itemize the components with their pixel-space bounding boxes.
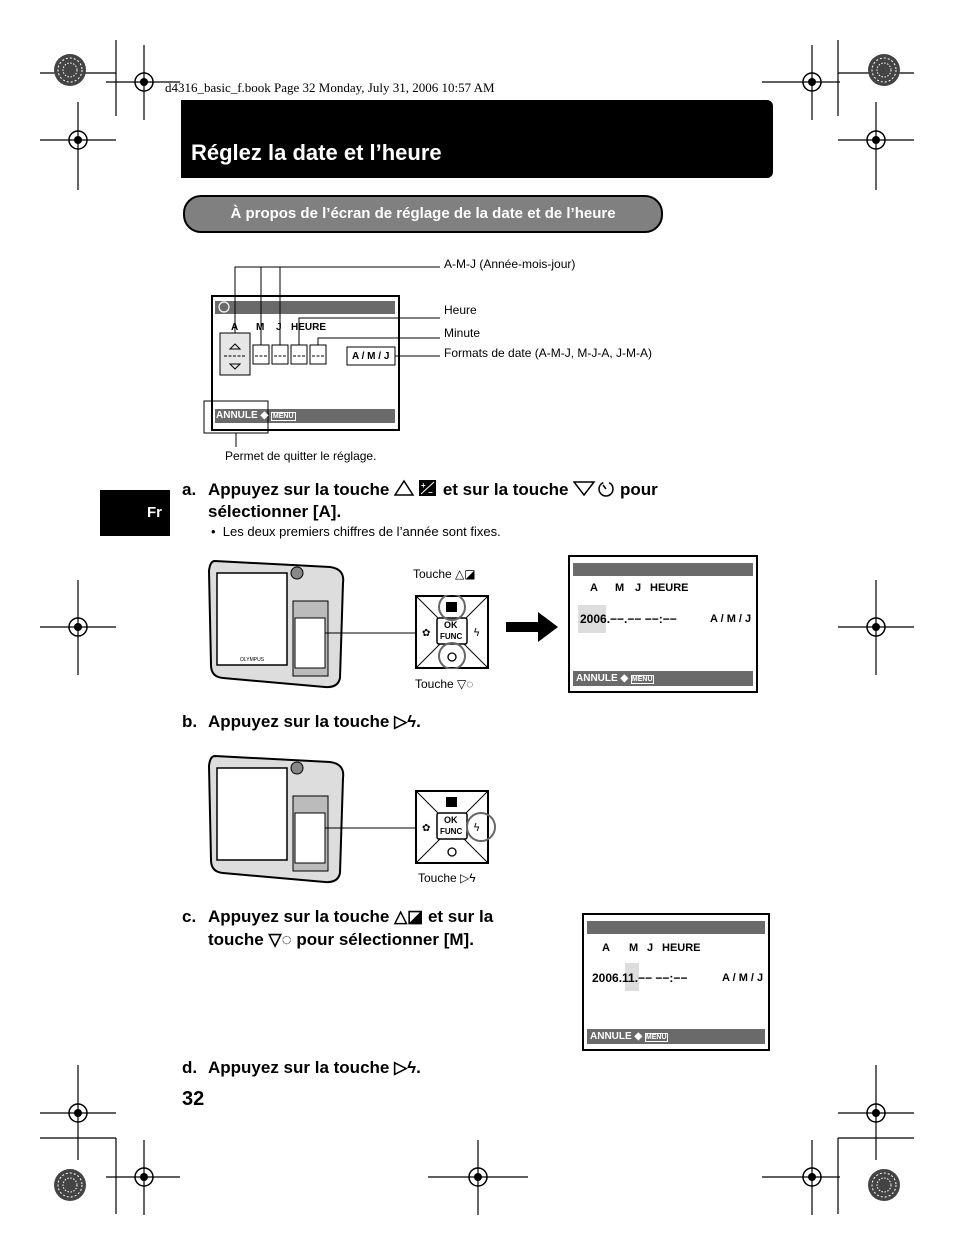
print-header: d4316_basic_f.book Page 32 Monday, July 31, 2006 10:57 AM — [165, 80, 495, 95]
lcd-col-heure: HEURE — [291, 322, 327, 333]
up-exposure-icon — [394, 479, 438, 497]
callout-formats: Formats de date (A-M-J, M-J-A, J-M-A) — [444, 346, 653, 360]
section-pill — [183, 195, 663, 233]
svg-text:ϟ: ϟ — [473, 821, 481, 834]
step-c-line1: Appuyez sur la touche △◪ et sur la — [208, 907, 494, 926]
step-a-line2: sélectionner [A]. — [208, 502, 342, 521]
func-label: FUNC — [440, 632, 463, 641]
step-d-text: Appuyez sur la touche ▷ϟ. — [208, 1058, 421, 1077]
callout-heure: Heure — [444, 303, 477, 317]
lcd-format: A / M / J — [352, 351, 390, 362]
lcd-col-a: A — [231, 322, 239, 333]
screen-a-bottom: ANNULE ◆ MENU — [573, 671, 753, 686]
callout-minute: Minute — [444, 326, 481, 340]
lcd-screen-month — [582, 913, 770, 1051]
svg-text:✿: ✿ — [422, 628, 431, 639]
svg-text:FUNC: FUNC — [440, 827, 463, 836]
screen-c-date: 2006.11.−− −−:−− — [592, 971, 688, 985]
svg-text:ϟ: ϟ — [473, 626, 481, 639]
touche-up-label: Touche △◪ — [413, 567, 476, 581]
screen-c-col-heure: HEURE — [662, 942, 701, 954]
arrow-right-icon — [506, 612, 558, 642]
page-number: 32 — [182, 1088, 205, 1110]
ok-label: OK — [444, 620, 458, 630]
lcd-screen-year — [568, 555, 758, 693]
screen-c-col-m: M — [629, 942, 639, 954]
lcd-col-m: M — [256, 322, 265, 333]
pointer-line — [325, 790, 417, 830]
step-c-line2: touche ▽◌ pour sélectionner [M]. — [208, 930, 474, 949]
touche-down-label: Touche ▽◌ — [415, 677, 474, 691]
control-pad[interactable] — [415, 790, 497, 864]
screen-c-col-a: A — [602, 942, 610, 954]
language-tab: Fr — [100, 490, 170, 536]
callout-amj: A-M-J (Année-mois-jour) — [444, 257, 576, 271]
page-title: Réglez la date et l’heure — [191, 140, 442, 165]
screen-a-year: 2006.−−.−− −−:−− — [580, 612, 677, 626]
step-d-letter: d. — [182, 1058, 198, 1077]
step-a-line1: Appuyez sur la touche + − et sur la touche pour — [208, 480, 658, 499]
pointer-line — [325, 595, 417, 635]
screen-a-col-j: J — [635, 582, 642, 594]
camera-brand-label: OLYMPUS — [240, 657, 265, 663]
touche-right-label: Touche ▷ϟ — [418, 871, 476, 885]
callout-quit: Permet de quitter le réglage. — [225, 449, 377, 463]
svg-text:✿: ✿ — [422, 823, 431, 834]
screen-c-bottom: ANNULE ◆ MENU — [587, 1029, 765, 1044]
control-pad[interactable] — [415, 595, 489, 669]
screen-a-col-a: A — [590, 582, 598, 594]
step-a-letter: a. — [182, 480, 197, 499]
title-bar — [181, 100, 773, 178]
step-b-text: Appuyez sur la touche ▷ϟ. — [208, 712, 421, 731]
svg-text:−: − — [428, 488, 433, 497]
step-c-letter: c. — [182, 907, 197, 926]
screen-a-format: A / M / J — [710, 613, 752, 625]
screen-a-col-m: M — [615, 582, 625, 594]
section-pill-label: À propos de l’écran de réglage de la date et de l’heure — [230, 205, 616, 222]
svg-text:OK: OK — [444, 815, 458, 825]
step-a-bullet: • Les deux premiers chiffres de l’année sont fixes. — [211, 524, 501, 539]
svg-text:+: + — [421, 481, 426, 490]
down-selftimer-icon — [573, 479, 615, 497]
step-b-letter: b. — [182, 712, 198, 731]
screen-a-col-heure: HEURE — [650, 582, 689, 594]
lcd-col-j: J — [276, 322, 282, 333]
screen-c-format: A / M / J — [722, 972, 764, 984]
screen-c-col-j: J — [647, 942, 654, 954]
lcd-annule: ANNULE ◆ MENU — [216, 410, 294, 421]
